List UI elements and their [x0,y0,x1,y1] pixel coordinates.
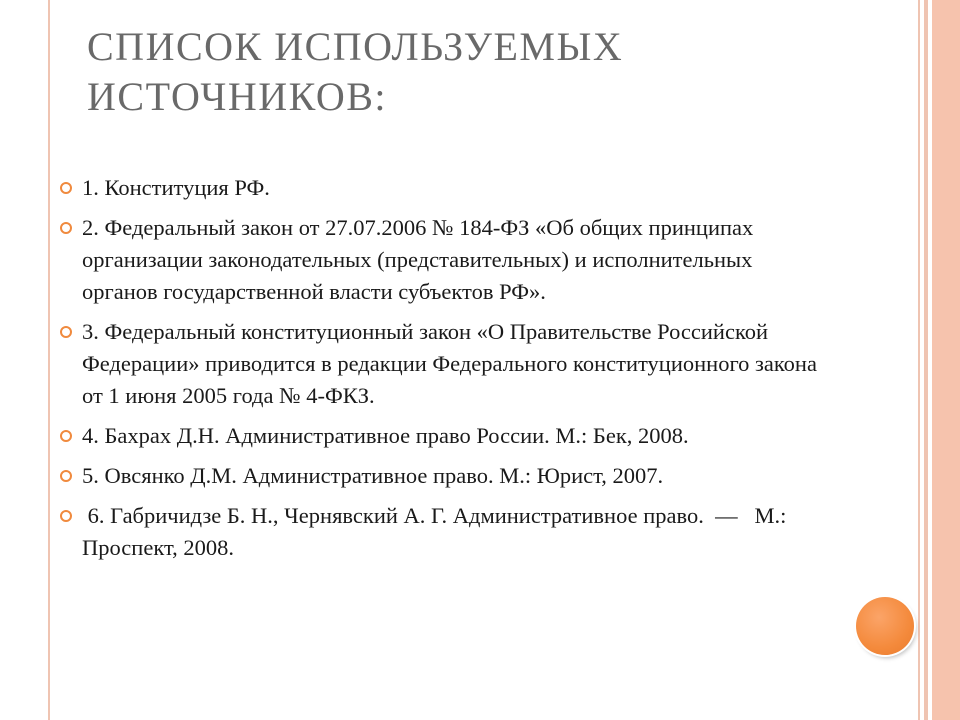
right-stripe-thin [918,0,920,720]
slide-title: СПИСОК ИСПОЛЬЗУЕМЫХ ИСТОЧНИКОВ: [87,24,624,119]
bullet-ring-icon [60,470,72,482]
list-item-text: 4. Бахрах Д.Н. Административное право России. М.: Бек, 2008. [82,423,689,448]
list-item [60,212,820,308]
list-item-text: 2. Федеральный закон от 27.07.2006 № 184-ФЗ «Об общих принципах организации законодательных (представительных) и исполнительных органов государственной власти субъектов РФ». [82,215,754,304]
right-stripe-wide [932,0,960,720]
list-item [60,172,820,204]
list-item [60,420,820,452]
right-stripe-medium [924,0,928,720]
list-item-text: 1. Конституция РФ. [82,175,270,200]
list-item [60,460,820,492]
bullet-ring-icon [60,182,72,194]
decorative-orange-circle [856,597,914,655]
list-item-text: 5. Овсянко Д.М. Административное право. М.: Юрист, 2007. [82,463,664,488]
left-border-line [48,0,50,720]
list-item-text: 6. Габричидзе Б. Н., Чернявский А. Г. Административное право. — М.: Проспект, 2008. [82,503,792,560]
bullet-ring-icon [60,510,72,522]
list-item-text: 3. Федеральный конституционный закон «О Правительстве Российской Федерации» приводится в редакции Федерального конституционного закона от 1 июня 2005 года № 4-ФКЗ. [82,319,817,408]
source-list [60,172,820,572]
list-item [60,316,820,412]
bullet-ring-icon [60,430,72,442]
bullet-ring-icon [60,222,72,234]
bullet-ring-icon [60,326,72,338]
list-item [60,500,820,564]
